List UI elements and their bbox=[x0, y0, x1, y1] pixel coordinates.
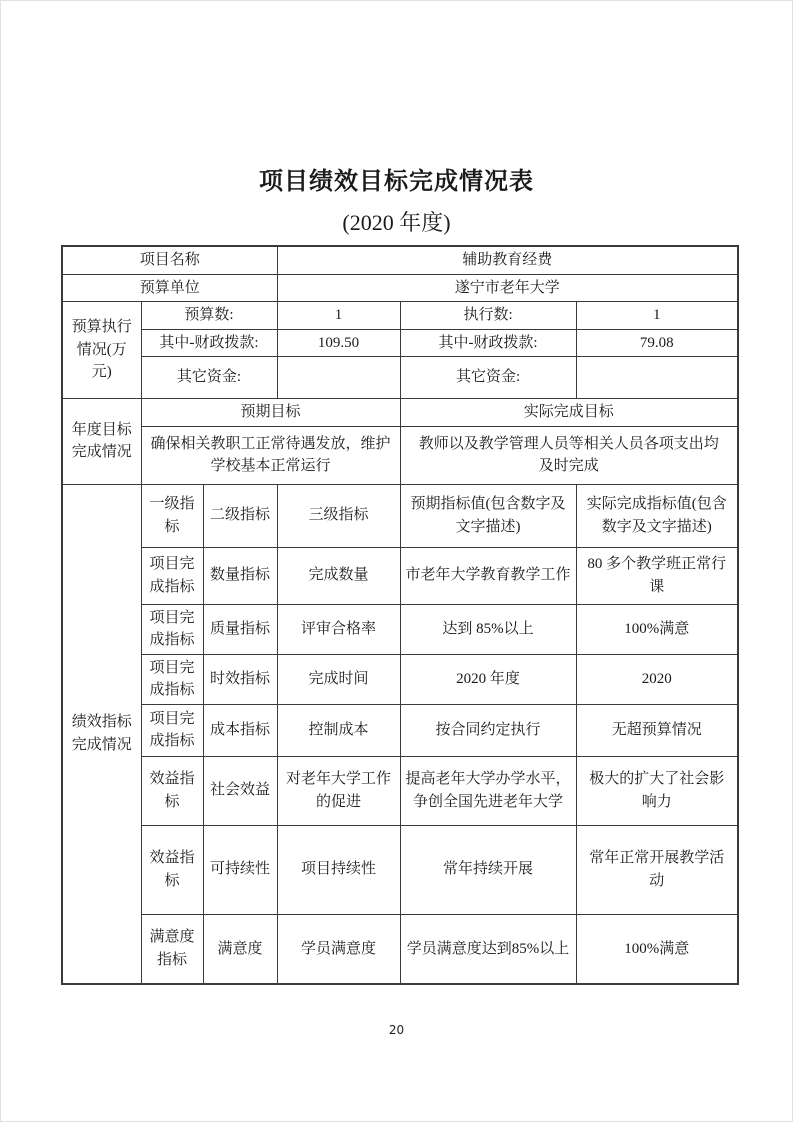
table-row bbox=[62, 654, 738, 704]
indicator-actual-cell bbox=[576, 547, 738, 604]
table-row bbox=[62, 246, 738, 274]
indicator-actual-cell: 100%满意 bbox=[576, 604, 738, 654]
table-row bbox=[62, 399, 738, 427]
indicator-level1-cell: 项目完成指标 bbox=[141, 654, 203, 704]
table-row bbox=[62, 914, 738, 984]
table-row bbox=[62, 426, 738, 484]
expected-goal-header-cell: 预期目标 bbox=[141, 399, 400, 427]
table-row bbox=[62, 825, 738, 914]
budget-row-label: 其它资金: bbox=[141, 357, 277, 399]
indicator-expected-cell: 按合同约定执行 bbox=[400, 704, 576, 756]
indicator-actual-text: 极大的扩大了社会影响力 bbox=[589, 771, 725, 810]
indicator-actual-cell bbox=[576, 825, 738, 914]
indicator-expected-cell: 提高老年大学办学水平，争创全国先进老年大学 bbox=[400, 756, 576, 825]
indicator-expected-cell: 常年持续开展 bbox=[400, 825, 576, 914]
table-row bbox=[62, 302, 738, 330]
budget-section-label-cell bbox=[62, 302, 141, 399]
indicator-header-cell: 一级指标 bbox=[141, 484, 203, 547]
table-row bbox=[62, 484, 738, 547]
indicator-actual-text: 常年正常开展教学活动 bbox=[589, 850, 725, 889]
budget-row-value: 1 bbox=[277, 302, 400, 330]
indicator-actual-cell: 2020 bbox=[576, 654, 738, 704]
annual-goal-section-label: 年度目标完成情况 bbox=[71, 421, 132, 461]
actual-goal-text-cell bbox=[400, 426, 738, 484]
annual-goal-section-label-cell bbox=[62, 399, 141, 485]
indicator-level3-cell: 学员满意度 bbox=[277, 914, 400, 984]
project-name-label-cell: 项目名称 bbox=[62, 246, 277, 274]
indicator-level1-cell: 效益指标 bbox=[141, 825, 203, 914]
table-row bbox=[62, 704, 738, 756]
page-number: 20 bbox=[388, 1023, 405, 1037]
indicator-level1-cell: 项目完成指标 bbox=[141, 604, 203, 654]
indicator-level3-cell: 评审合格率 bbox=[277, 604, 400, 654]
actual-goal-text: 教师以及教学管理人员等相关人员各项支出均及时完成 bbox=[418, 435, 719, 474]
indicator-expected-cell: 学员满意度达到85%以上 bbox=[400, 914, 576, 984]
indicator-actual-cell: 100%满意 bbox=[576, 914, 738, 984]
expected-goal-text-cell: 确保相关教职工正常待遇发放，维护学校基本正常运行 bbox=[141, 426, 400, 484]
table-row bbox=[62, 547, 738, 604]
indicator-actual-text: 80 多个教学班正常行课 bbox=[587, 556, 727, 595]
indicator-level2-cell: 数量指标 bbox=[203, 547, 277, 604]
budget-row-value: 109.50 bbox=[277, 329, 400, 357]
indicator-level3-cell: 完成数量 bbox=[277, 547, 400, 604]
indicator-header-cell: 实际完成指标值(包含数字及文字描述) bbox=[576, 484, 738, 547]
indicator-expected-cell: 市老年大学教育教学工作 bbox=[400, 547, 576, 604]
budget-row-value bbox=[576, 357, 738, 399]
indicator-actual-cell bbox=[576, 756, 738, 825]
indicator-level3-cell: 对老年大学工作的促进 bbox=[277, 756, 400, 825]
indicator-header-cell: 二级指标 bbox=[203, 484, 277, 547]
indicator-level2-cell: 成本指标 bbox=[203, 704, 277, 756]
indicator-level2-cell: 可持续性 bbox=[203, 825, 277, 914]
indicator-header-cell: 预期指标值(包含数字及文字描述) bbox=[400, 484, 576, 547]
indicator-header-cell: 三级指标 bbox=[277, 484, 400, 547]
page-title: 项目绩效目标完成情况表 bbox=[259, 169, 534, 195]
budget-row-value bbox=[277, 357, 400, 399]
actual-goal-header-cell: 实际完成目标 bbox=[400, 399, 738, 427]
indicator-level1-cell: 项目完成指标 bbox=[141, 547, 203, 604]
performance-table bbox=[61, 245, 739, 985]
indicator-level2-cell: 社会效益 bbox=[203, 756, 277, 825]
indicator-level2-cell: 质量指标 bbox=[203, 604, 277, 654]
budget-row-label: 其中-财政拨款: bbox=[400, 329, 576, 357]
table-row bbox=[62, 604, 738, 654]
indicator-level2-cell: 时效指标 bbox=[203, 654, 277, 704]
indicator-expected-cell: 2020 年度 bbox=[400, 654, 576, 704]
table-row bbox=[62, 756, 738, 825]
table-row bbox=[62, 274, 738, 302]
budget-section-label: 预算执行情况(万元) bbox=[71, 319, 132, 381]
table-row bbox=[62, 329, 738, 357]
table-row bbox=[62, 357, 738, 399]
budget-unit-label-cell: 预算单位 bbox=[62, 274, 277, 302]
indicator-level1-cell: 效益指标 bbox=[141, 756, 203, 825]
indicators-section-label: 绩效指标完成情况 bbox=[71, 714, 132, 753]
budget-row-label: 其它资金: bbox=[400, 357, 576, 399]
indicator-level1-cell: 项目完成指标 bbox=[141, 704, 203, 756]
budget-row-label: 其中-财政拨款: bbox=[141, 329, 277, 357]
budget-row-label: 执行数: bbox=[400, 302, 576, 330]
indicator-level3-cell: 项目持续性 bbox=[277, 825, 400, 914]
indicator-level3-cell: 完成时间 bbox=[277, 654, 400, 704]
budget-row-value: 1 bbox=[576, 302, 738, 330]
indicators-section-label-cell bbox=[62, 484, 141, 984]
page-subtitle: (2020 年度) bbox=[342, 210, 451, 235]
indicator-level1-cell: 满意度指标 bbox=[141, 914, 203, 984]
indicator-level3-cell: 控制成本 bbox=[277, 704, 400, 756]
indicator-actual-cell: 无超预算情况 bbox=[576, 704, 738, 756]
budget-row-value: 79.08 bbox=[576, 329, 738, 357]
indicator-expected-cell: 达到 85%以上 bbox=[400, 604, 576, 654]
budget-unit-value-cell: 遂宁市老年大学 bbox=[277, 274, 738, 302]
indicator-level2-cell: 满意度 bbox=[203, 914, 277, 984]
budget-row-label: 预算数: bbox=[141, 302, 277, 330]
project-name-value-cell: 辅助教育经费 bbox=[277, 246, 738, 274]
